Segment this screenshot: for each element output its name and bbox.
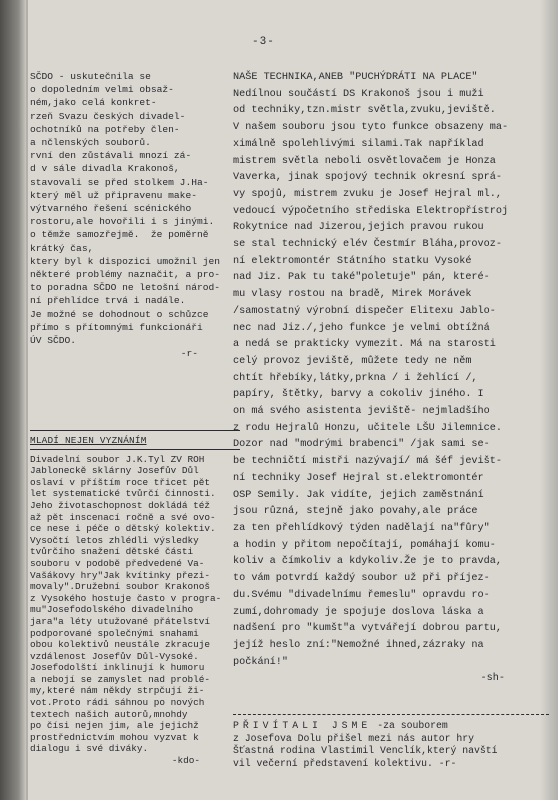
right-article-line: nec nad Jiz./,jeho funkce je velmi obtížná [233,322,490,334]
left-article-line: to poradna SČDO ne letošní národ- [30,282,220,294]
left-bottom-line: vzdálenost Josefův Důl-Vysoké. [30,650,199,662]
left-bottom-line: obou kolektivů neustále zkracuje [30,639,211,651]
left-bottom-line: souboru v podobě předvedené Va- [30,557,205,569]
left-article-line: některé problémy naznačit, a pro- [30,269,220,281]
left-article-body [30,70,238,347]
left-bottom-line: let systematické tvůrčí činnosti. [30,488,216,500]
right-article-line: du.Svému "divadelnímu řemeslu" opravdu ro- [233,589,490,601]
welcome-heading: PŘIVÍTALI JSME [233,720,372,731]
left-article-line: ktery byl k dispozici umožnil jen [30,255,220,267]
right-article-line: on má svého asistenta jeviště- nejmladšího [233,406,490,418]
left-bottom-signature: -kdo- [171,755,200,767]
left-article-line: SČDO - uskutečnila se [30,71,151,82]
right-article-line: zumí,dohromady je spojuje doslova láska a [233,606,484,618]
right-article-line: ximálně spolehlivými silami.Tak například [233,138,484,150]
right-article-line: Rokytnice nad Jizerou,jejich pravou rukou [233,222,484,234]
welcome-line-2: Šťastná rodina Vlastimil Venclík,který navští [233,745,498,757]
right-article-line: ní techniky Josef Hejral st.elektromontér [233,472,484,484]
left-article-line: výtvarného řešení scénického [30,203,192,215]
right-article-line: chtít hřebíky,látky,prkna / i žehlící /, [233,372,478,384]
right-article-line: Nedílnou součástí DS Krakonoš jsou i muži [233,88,484,100]
left-bottom-line: tvůrčího snažení dětské části [30,546,194,558]
right-article-line: vedoucí výpočetního střediska Elektropřístroj [233,205,509,217]
left-bottom-line: a nebojí se zamyslet nad problé- [30,673,211,685]
left-bottom-line: až pět inscenací ročně a své ovo- [30,511,216,523]
welcome-line-0: -za souborem [377,720,448,731]
right-article-line: nadšení pro "kumšt"a vytvářejí dobrou partu, [233,623,502,635]
divider [30,430,240,431]
left-bottom-line: Jabloneckě sklárny Josefův Důl [30,465,199,477]
left-article-line: ÚV SČDO. [30,335,77,347]
left-article-line: o dopoledním velmi obsaž- [30,84,174,96]
left-article-line: ochotníků na potřeby člen- [30,123,180,135]
divider [30,449,240,450]
right-article-line: OSP Semily. Jak vidíte, jejich zaměstnání [233,489,484,501]
right-article-line: V našem souboru jsou tyto funkce obsazeny ma- [233,122,509,134]
left-bottom-line: z Vysokého hostuje často v progra- [30,592,222,604]
right-article-line: celý provoz jeviště, můžete tedy ne něm [233,355,472,367]
left-article-mladi [30,428,240,767]
right-article-line: vy spojů, mistrem zvuku je Josef Hejral ml., [233,188,502,200]
left-bottom-body [30,454,240,755]
right-article-body [233,87,545,672]
left-article-sсdo [30,70,238,360]
right-article-line: a hodin y přitom nepočítají, pomáhají komu- [233,539,496,551]
left-bottom-line: Vysočtí letos zhlédli výsledky [30,534,199,546]
right-article-technika [233,70,545,688]
left-bottom-line: mu"Josefodolského divadelního [30,604,194,616]
left-bottom-line: movaly".Družební soubor Krakonoš [30,581,211,593]
left-bottom-line: ce nese i péče o dětský kolektiv. [30,523,216,535]
left-bottom-line: dialogu i své diváky. [30,743,149,755]
welcome-line-1: z Josefova Dolu přišel mezi nás autor hry [233,732,475,744]
welcome-line-3: vil večerní představení kolektivu. -r- [233,757,457,769]
right-article-line: be techničtí mistři nazývají/ má šéf jevišt- [233,456,502,468]
welcome-note [233,712,549,770]
right-article-line: od techniky,tzn.mistr světla,zvuku,jeviště. [233,105,496,117]
right-article-line: z rodu Hejralů Honzu, učitele LŠU Jilemnice. [233,422,502,434]
right-article-line: počkání!" [233,656,289,668]
page-number: -3- [252,36,275,48]
article-heading-technika: NAŠE TECHNIKA,ANEB "PUCHÝDRÁTI NA PLACE" [233,72,478,83]
binding-spine [0,0,26,800]
left-article-line: o těmže samozřejmě. že poměrně krátký čas, [30,229,215,254]
right-article-line: za ten přehlídkový týden nadělají na"fůry" [233,522,490,534]
right-article-line: a nedá se prakticky vymezit. Má na starosti [233,339,496,351]
right-article-line: /samostatný výrobní dispečer Elitexu Jablo- [233,305,496,317]
left-article-line: stavovali se před stolkem J.Ha- [30,176,209,188]
left-bottom-line: oslaví v příštím roce třicet pět [30,476,211,488]
left-article-line: d v sále divadla Krakonoš, [30,163,180,175]
left-article-line: rvní den zůstávali mnozí zá- [30,150,192,162]
right-article-line: ní elektromontér Státního statku Vysoké [233,255,472,267]
left-bottom-line: po čísi nejen jim, ale jejichž [30,720,199,732]
left-article-line: ní přehlídce trvá i nadále. [30,295,186,307]
right-article-line: jejíž heslo zní:"Nemožné ihned,zázraky na [233,639,484,651]
left-bottom-line: Vašákovy hry"Jak kvítinky přezi- [30,569,211,581]
left-bottom-line: Jeho životaschopnost dokládá též [30,499,211,511]
right-article-signature: -sh- [480,673,505,685]
left-article-signature: -r- [180,348,198,360]
left-article-line: ném,jako celá konkret- [30,97,157,109]
left-bottom-line: prostřednictvím mohou vyzvat k [30,731,199,743]
left-bottom-line: podporované společnými snahami [30,627,199,639]
left-article-line: rzeň Svazu českých divadel- [30,110,186,122]
left-bottom-line: Divadelní soubor J.K.Tyl ZV ROH [30,453,205,465]
left-bottom-line: textech našich autorů,mnohdy [30,708,188,720]
left-bottom-line: my,které nám někdy strpčují ži- [30,685,205,697]
left-article-line: a nčlenských souborů. [30,137,151,149]
right-article-line: se stal technický elév Čestmír Bláha,provoz- [233,239,502,251]
divider [233,714,549,715]
right-article-line: to vám potvrdí každý soubor už při příjez- [233,573,490,585]
right-article-line: Vaverka, jinak spojový technik okresní sprá- [233,172,502,184]
right-article-line: nad Jiz. Pak tu také"poletuje" pán, které- [233,272,490,284]
right-article-line: papíry, štětky, barvy a cokoliv jiného. I [233,389,484,401]
left-article-line: přímo s přítomnými funkcionáři [30,321,203,333]
left-bottom-line: vot.Proto rádi sáhnou po nových [30,697,205,709]
right-article-line: koliv a čímkoliv a kdykoliv.Že je to pravda, [233,556,502,568]
left-bottom-line: Josefodolští inklinují k humoru [30,662,205,674]
left-article-line: Je možné se dohodnout o schůzce [30,308,209,320]
left-bottom-line: jara"a léty utužované přátelství [30,615,211,627]
right-article-line: jsou různá, stejně jako povahy,ale práce [233,506,478,518]
article-heading-mladi: MLADÍ NEJEN VYZNÁNÍM [30,435,147,446]
left-article-line: rostoru,ale hovořili i s jinými. [30,216,215,228]
left-article-line: který měl už připravenu make- [30,189,197,201]
right-article-line: mu vlasy rostou na bradě, Mirek Morávek [233,289,472,301]
right-article-line: mistrem světla neboli osvětlovačem je Honza [233,155,496,167]
page-edge [26,0,28,800]
right-article-line: Dozor nad "modrými brabenci" /jak sami se- [233,439,490,451]
